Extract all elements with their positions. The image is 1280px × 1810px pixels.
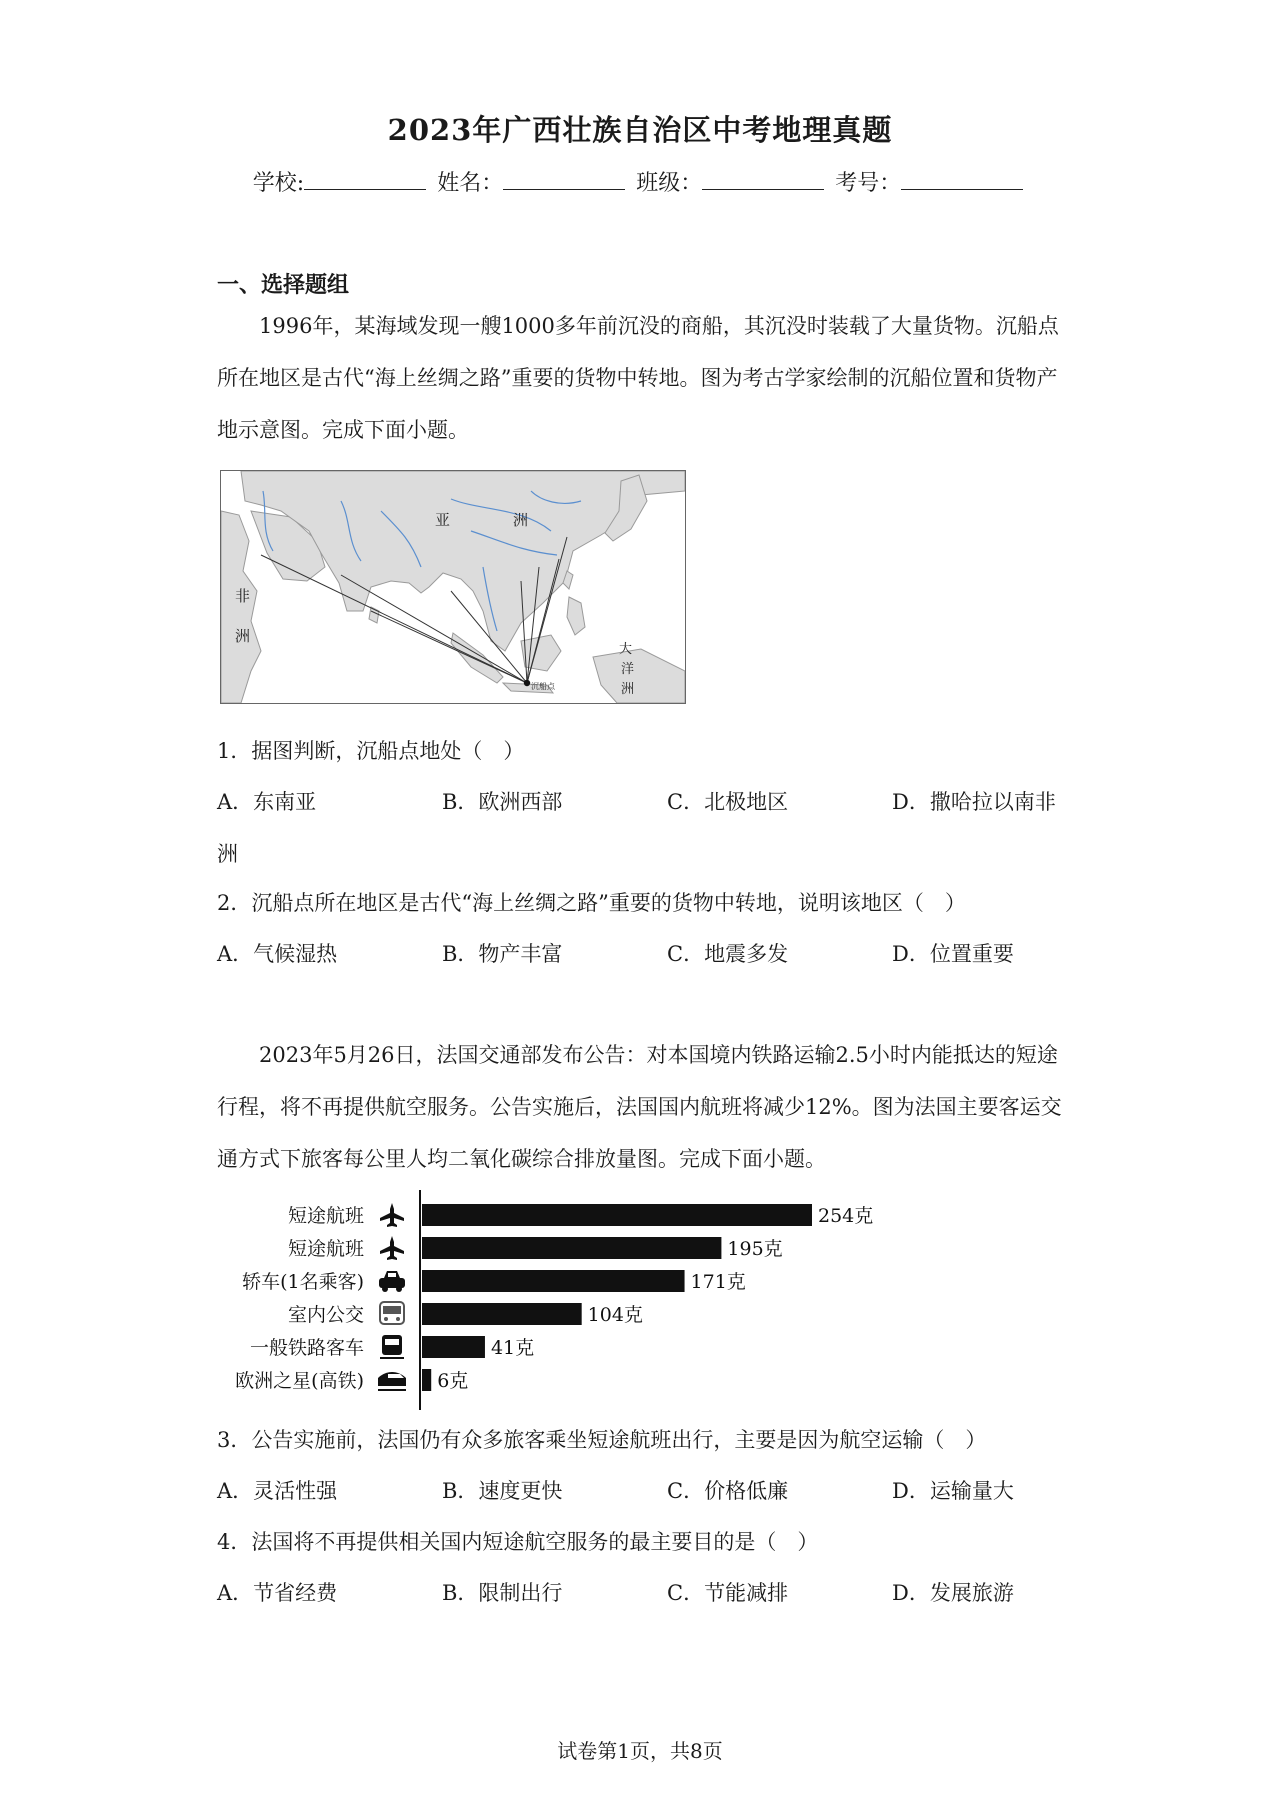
q1-option-a[interactable]: A．东南亚 xyxy=(217,790,317,814)
car-window xyxy=(388,1273,396,1277)
chart-bar-3 xyxy=(422,1303,582,1325)
passage-shipwreck: 1996年，某海域发现一艘1000多年前沉没的商船，其沉没时装载了大量货物。沉船点所在地区是古代“海上丝绸之路”重要的货物中转地。图为考古学家绘制的沉船位置和货物产地示意图。完成下面小题。 xyxy=(217,314,1059,442)
q2-option-b[interactable]: B．物产丰富 xyxy=(442,942,563,966)
chart-bar-5 xyxy=(422,1369,431,1391)
question-4: 4．法国将不再提供相关国内短途航空服务的最主要目的是（ ） xyxy=(217,1530,819,1554)
q1-option-c[interactable]: C．北极地区 xyxy=(667,790,789,814)
question-1: 1．据图判断，沉船点地处（ ） xyxy=(217,739,525,763)
chart-category-label-3: 室内公交 xyxy=(287,1304,364,1326)
label-africa: 非 xyxy=(235,587,251,605)
chart-value-label-0: 254克 xyxy=(818,1205,874,1227)
q4-option-d[interactable]: D．发展旅游 xyxy=(892,1581,1014,1605)
high-speed-train-icon-5 xyxy=(378,1372,406,1390)
label-oceania1: 大 xyxy=(619,642,633,657)
field-name-label: 姓名： xyxy=(437,171,504,196)
car-wheel-left xyxy=(382,1286,388,1292)
student-info-line xyxy=(0,166,1280,197)
question-2: 2．沉船点所在地区是古代“海上丝绸之路”重要的货物中转地，说明该地区（ ） xyxy=(217,891,966,915)
emissions-chart-svg xyxy=(214,1190,894,1410)
field-class-label: 班级： xyxy=(636,171,703,196)
chart-category-label-2: 轿车(1名乘客) xyxy=(242,1271,364,1293)
wreck-point-marker xyxy=(524,680,530,686)
chart-bar-0 xyxy=(422,1204,812,1226)
q3-option-c[interactable]: C．价格低廉 xyxy=(667,1479,789,1503)
q4-option-a[interactable]: A．节省经费 xyxy=(217,1581,338,1605)
bus-light-right xyxy=(396,1317,400,1321)
page-footer: 试卷第1页，共8页 xyxy=(557,1739,723,1763)
question-3: 3．公告实施前，法国仍有众多旅客乘坐短途航班出行，主要是因为航空运输（ ） xyxy=(217,1428,987,1452)
car-wheel-right xyxy=(396,1286,402,1292)
chart-value-label-3: 104克 xyxy=(587,1304,643,1326)
chart-bar-4 xyxy=(422,1336,485,1358)
field-number-blank[interactable] xyxy=(901,171,1023,190)
plane-icon-1 xyxy=(380,1236,404,1260)
bus-light-left xyxy=(384,1317,388,1321)
plane-shape xyxy=(380,1203,404,1227)
field-name-blank[interactable] xyxy=(503,171,625,190)
q3-option-b[interactable]: B．速度更快 xyxy=(442,1479,563,1503)
bus-window xyxy=(383,1306,401,1314)
car-body xyxy=(379,1278,405,1288)
chart-category-label-5: 欧洲之星(高铁) xyxy=(235,1370,364,1392)
q2-option-d[interactable]: D．位置重要 xyxy=(892,942,1014,966)
section-title: 一、选择题组 xyxy=(217,272,350,298)
emissions-chart xyxy=(214,1190,894,1410)
label-oceania2: 洋 xyxy=(621,662,635,677)
shipwreck-map xyxy=(220,470,686,704)
hst-window xyxy=(388,1374,404,1378)
q4-option-c[interactable]: C．节能减排 xyxy=(667,1581,789,1605)
label-oceania3: 洲 xyxy=(621,682,635,697)
label-asia: 亚 xyxy=(435,511,451,529)
q2-option-a[interactable]: A．气候湿热 xyxy=(217,942,338,966)
chart-value-label-4: 41克 xyxy=(490,1337,535,1359)
q2-option-c[interactable]: C．地震多发 xyxy=(667,942,789,966)
passage-france-flights: 2023年5月26日，法国交通部发布公告：对本国境内铁路运输2.5小时内能抵达的短途行程，将不再提供航空服务。公告实施后，法国国内航班将减少12%。图为法国主要客运交通方式下旅客每公里人均二氧化碳综合排放量图。完成下面小题。 xyxy=(217,1043,1062,1171)
plane-shape xyxy=(380,1236,404,1260)
chart-value-label-2: 171克 xyxy=(690,1271,746,1293)
field-class-blank[interactable] xyxy=(702,171,824,190)
label-africa2: 洲 xyxy=(235,627,251,645)
q4-option-b[interactable]: B．限制出行 xyxy=(442,1581,563,1605)
q1-option-b[interactable]: B．欧洲西部 xyxy=(442,790,563,814)
chart-category-label-4: 一般铁路客车 xyxy=(249,1337,364,1359)
q1-option-d-wrap: 洲 xyxy=(217,842,238,866)
chart-value-label-1: 195克 xyxy=(727,1238,783,1260)
chart-bar-1 xyxy=(422,1237,721,1259)
q3-option-a[interactable]: A．灵活性强 xyxy=(217,1479,338,1503)
chart-value-label-5: 6克 xyxy=(437,1370,469,1392)
label-asia2: 洲 xyxy=(513,511,529,529)
field-school-blank[interactable] xyxy=(304,171,426,190)
chart-bar-2 xyxy=(422,1270,685,1292)
field-school-label: 学校: xyxy=(252,171,305,196)
train-icon-4 xyxy=(380,1335,404,1358)
bus-icon-3 xyxy=(380,1302,404,1324)
field-number-label: 考号： xyxy=(835,171,902,196)
chart-category-label-1: 短途航班 xyxy=(287,1238,364,1260)
chart-category-label-0: 短途航班 xyxy=(287,1205,364,1227)
q3-option-d[interactable]: D．运输量大 xyxy=(892,1479,1014,1503)
train-window xyxy=(385,1339,399,1345)
car-icon-2 xyxy=(379,1271,405,1292)
map-svg xyxy=(221,471,685,703)
label-wreck: 沉船点 xyxy=(531,682,555,691)
q1-option-d[interactable]: D．撒哈拉以南非 xyxy=(892,790,1056,814)
plane-icon-0 xyxy=(380,1203,404,1227)
page-title: 2023年广西壮族自治区中考地理真题 xyxy=(387,113,893,147)
